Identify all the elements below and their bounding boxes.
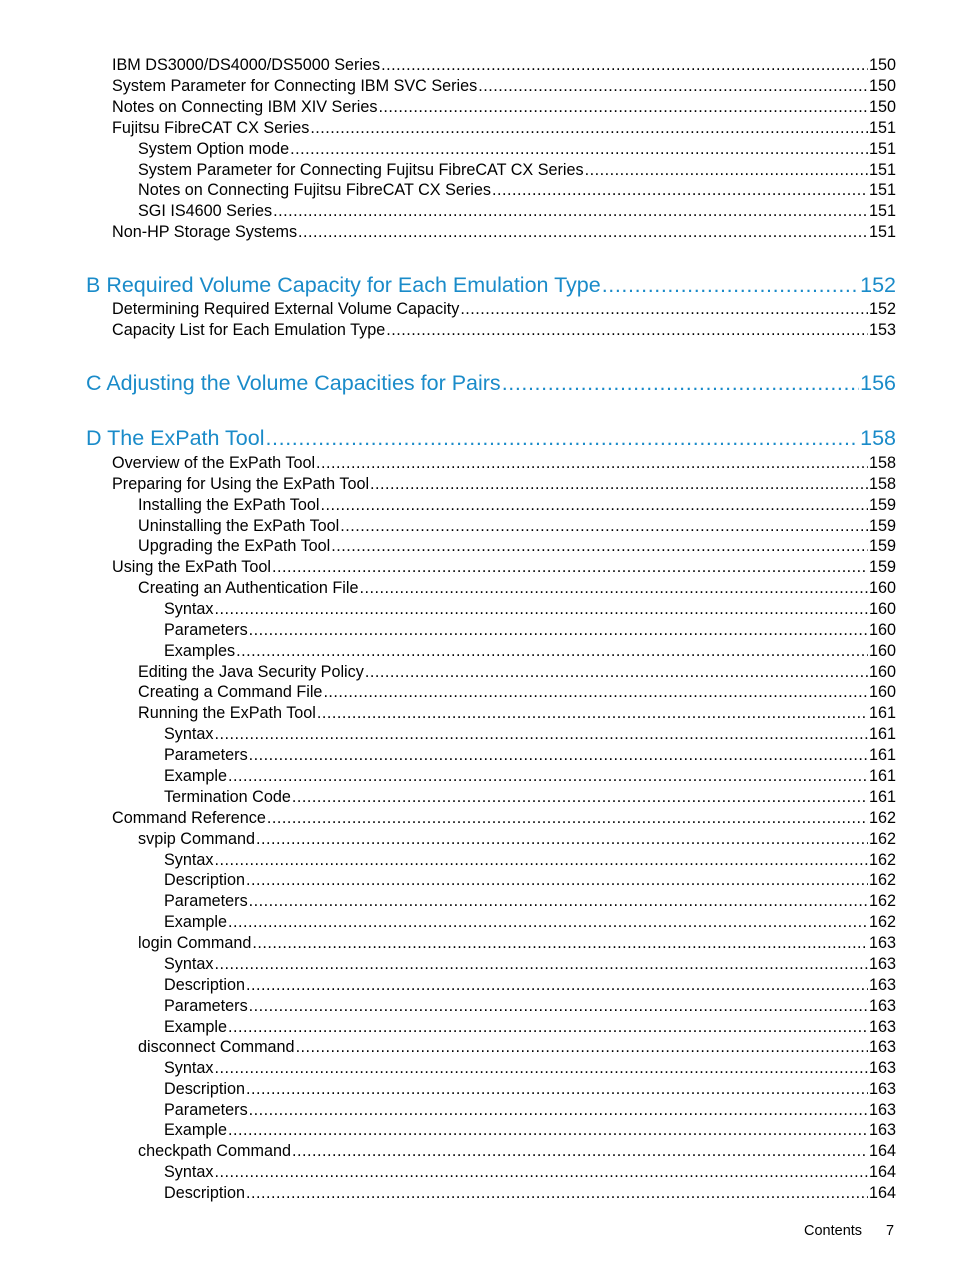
toc-entry[interactable] <box>164 1183 896 1204</box>
toc-dot-leader <box>215 724 868 745</box>
toc-dot-leader <box>359 578 868 599</box>
toc-entry-page: 159 <box>868 537 896 555</box>
toc-entry[interactable] <box>138 1037 896 1058</box>
toc-entry-title: Editing the Java Security Policy <box>138 663 364 681</box>
toc-entry-title: Determining Required External Volume Capacity <box>112 300 460 318</box>
toc-entry[interactable] <box>138 536 896 557</box>
toc-entry[interactable] <box>138 495 896 516</box>
toc-entry[interactable] <box>164 641 896 662</box>
toc-entry-page: 162 <box>868 913 896 931</box>
toc-dot-leader <box>246 975 868 996</box>
toc-dot-leader <box>290 139 868 160</box>
toc-entry[interactable] <box>112 299 896 320</box>
toc-entry[interactable] <box>112 557 896 578</box>
toc-entry[interactable] <box>138 139 896 160</box>
toc-entry-title: System Parameter for Connecting IBM SVC Series <box>112 77 478 95</box>
toc-entry[interactable] <box>112 55 896 76</box>
toc-dot-leader <box>249 891 868 912</box>
toc-entry-page: 160 <box>868 600 896 618</box>
toc-dot-leader <box>246 1079 868 1100</box>
toc-entry-page: 163 <box>868 1018 896 1036</box>
toc-entry[interactable] <box>138 829 896 850</box>
toc-dot-leader <box>292 787 868 808</box>
toc-entry-page: 162 <box>868 830 896 848</box>
toc-entry-title: SGI IS4600 Series <box>138 202 273 220</box>
toc-entry-page: 160 <box>868 642 896 660</box>
toc-entry[interactable] <box>138 662 896 683</box>
toc-entry-title: C Adjusting the Volume Capacities for Pairs <box>86 371 501 395</box>
toc-chapter-entry[interactable] <box>86 270 896 300</box>
toc-entry-title: Termination Code <box>164 788 291 806</box>
toc-dot-leader <box>272 557 868 578</box>
toc-dot-leader <box>215 954 868 975</box>
toc-entry-page: 158 <box>868 475 896 493</box>
toc-entry-title: Creating an Authentication File <box>138 579 359 597</box>
toc-entry-title: Example <box>164 1121 227 1139</box>
toc-entry-page: 163 <box>868 1059 896 1077</box>
toc-entry-title: disconnect Command <box>138 1038 295 1056</box>
toc-dot-leader <box>292 1141 868 1162</box>
toc-dot-leader <box>492 180 868 201</box>
toc-dot-leader <box>265 423 859 453</box>
toc-dot-leader <box>228 912 868 933</box>
toc-entry[interactable] <box>112 320 896 341</box>
toc-dot-leader <box>502 368 859 398</box>
toc-entry-page: 162 <box>868 871 896 889</box>
toc-dot-leader <box>267 808 868 829</box>
toc-dot-leader <box>386 320 868 341</box>
toc-entry-title: Installing the ExPath Tool <box>138 496 320 514</box>
toc-entry[interactable] <box>112 76 896 97</box>
toc-entry[interactable] <box>164 1079 896 1100</box>
toc-entry-page: 162 <box>868 809 896 827</box>
toc-entry-page: 160 <box>868 683 896 701</box>
toc-entry-title: Notes on Connecting Fujitsu FibreCAT CX Series <box>138 181 491 199</box>
toc-entry-title: Capacity List for Each Emulation Type <box>112 321 386 339</box>
toc-entry[interactable] <box>112 474 896 495</box>
toc-entry-title: login Command <box>138 934 252 952</box>
footer-page-number: 7 <box>886 1223 895 1239</box>
toc-entry-page: 156 <box>860 371 896 395</box>
toc-dot-leader <box>585 160 868 181</box>
toc-entry-page: 151 <box>868 181 896 199</box>
toc-entry-title: Non-HP Storage Systems <box>112 223 298 241</box>
toc-entry-title: B Required Volume Capacity for Each Emulation Type <box>86 273 601 297</box>
toc-dot-leader <box>478 76 868 97</box>
toc-entry-title: checkpath Command <box>138 1142 291 1160</box>
toc-entry[interactable] <box>164 996 896 1017</box>
toc-dot-leader <box>370 474 868 495</box>
toc-entry-title: Creating a Command File <box>138 683 323 701</box>
toc-entry-page: 150 <box>868 77 896 95</box>
toc-entry-page: 161 <box>868 788 896 806</box>
toc-entry-page: 159 <box>868 517 896 535</box>
toc-entry-title: Example <box>164 913 227 931</box>
toc-entry-page: 161 <box>868 767 896 785</box>
toc-entry[interactable] <box>138 201 896 222</box>
toc-entry-page: 158 <box>860 426 896 450</box>
toc-entry-page: 151 <box>868 161 896 179</box>
toc-entry-page: 162 <box>868 892 896 910</box>
toc-entry-title: Running the ExPath Tool <box>138 704 316 722</box>
toc-entry-title: Description <box>164 1184 245 1202</box>
toc-entry[interactable] <box>138 682 896 703</box>
footer-section-label: Contents <box>804 1223 863 1239</box>
toc-entry[interactable] <box>138 1141 896 1162</box>
toc-dot-leader <box>331 536 868 557</box>
toc-entry-title: Using the ExPath Tool <box>112 558 271 576</box>
toc-dot-leader <box>317 703 868 724</box>
toc-entry-title: Preparing for Using the ExPath Tool <box>112 475 370 493</box>
toc-dot-leader <box>298 222 868 243</box>
toc-entry[interactable] <box>164 766 896 787</box>
toc-dot-leader <box>310 118 868 139</box>
toc-dot-leader <box>228 1120 868 1141</box>
toc-dot-leader <box>249 1100 868 1121</box>
toc-dot-leader <box>320 495 868 516</box>
toc-entry-page: 164 <box>868 1184 896 1202</box>
toc-chapter-entry[interactable] <box>86 423 896 453</box>
toc-entry-title: Parameters <box>164 1101 248 1119</box>
toc-dot-leader <box>256 829 868 850</box>
toc-entry-title: Syntax <box>164 1163 214 1181</box>
toc-entry-page: 161 <box>868 725 896 743</box>
toc-entry[interactable] <box>164 1162 896 1183</box>
toc-entry-page: 153 <box>868 321 896 339</box>
toc-entry[interactable] <box>138 703 896 724</box>
toc-entry-page: 151 <box>868 202 896 220</box>
toc-entry-page: 152 <box>860 273 896 297</box>
toc-dot-leader <box>228 766 868 787</box>
toc-entry-title: Parameters <box>164 621 248 639</box>
toc-entry[interactable] <box>164 599 896 620</box>
toc-entry-page: 161 <box>868 746 896 764</box>
toc-entry-page: 163 <box>868 934 896 952</box>
toc-dot-leader <box>249 996 868 1017</box>
toc-entry-title: Parameters <box>164 892 248 910</box>
toc-dot-leader <box>365 662 868 683</box>
toc-entry-page: 158 <box>868 454 896 472</box>
toc-entry-page: 160 <box>868 621 896 639</box>
toc-dot-leader <box>602 270 859 300</box>
toc-dot-leader <box>323 682 868 703</box>
toc-entry-page: 161 <box>868 704 896 722</box>
toc-entry[interactable] <box>164 1100 896 1121</box>
toc-entry-title: Example <box>164 767 227 785</box>
toc-entry-page: 159 <box>868 496 896 514</box>
toc-entry-title: IBM DS3000/DS4000/DS5000 Series <box>112 56 381 74</box>
toc-dot-leader <box>236 641 868 662</box>
toc-entry-title: Syntax <box>164 600 214 618</box>
toc-entry[interactable] <box>164 954 896 975</box>
toc-entry-title: Parameters <box>164 746 248 764</box>
toc-entry-title: svpip Command <box>138 830 255 848</box>
toc-entry-page: 163 <box>868 1101 896 1119</box>
toc-dot-leader <box>215 599 868 620</box>
toc-dot-leader <box>246 1183 868 1204</box>
toc-chapter-entry[interactable] <box>86 368 896 398</box>
toc-entry-title: Uninstalling the ExPath Tool <box>138 517 340 535</box>
toc-entry[interactable] <box>164 620 896 641</box>
toc-entry[interactable] <box>138 933 896 954</box>
toc-entry-title: Parameters <box>164 997 248 1015</box>
toc-entry-title: Examples <box>164 642 236 660</box>
toc-entry-page: 164 <box>868 1142 896 1160</box>
toc-entry-title: Description <box>164 871 245 889</box>
toc-dot-leader <box>381 55 868 76</box>
toc-entry-title: System Parameter for Connecting Fujitsu FibreCAT CX Series <box>138 161 584 179</box>
toc-entry-title: System Option mode <box>138 140 290 158</box>
toc-entry-page: 162 <box>868 851 896 869</box>
toc-entry[interactable] <box>164 870 896 891</box>
toc-entry[interactable] <box>164 1058 896 1079</box>
toc-dot-leader <box>273 201 868 222</box>
toc-dot-leader <box>228 1017 868 1038</box>
toc-dot-leader <box>249 745 868 766</box>
toc-dot-leader <box>460 299 868 320</box>
toc-entry-page: 152 <box>868 300 896 318</box>
toc-entry[interactable] <box>138 578 896 599</box>
toc-entry[interactable] <box>138 160 896 181</box>
toc-dot-leader <box>296 1037 868 1058</box>
toc-dot-leader <box>249 620 868 641</box>
toc-entry[interactable] <box>164 891 896 912</box>
toc-entry[interactable] <box>164 850 896 871</box>
toc-entry-page: 163 <box>868 997 896 1015</box>
toc-entry-title: Upgrading the ExPath Tool <box>138 537 331 555</box>
toc-entry-title: Syntax <box>164 725 214 743</box>
toc-dot-leader <box>252 933 868 954</box>
toc-entry-page: 163 <box>868 976 896 994</box>
toc-entry[interactable] <box>112 808 896 829</box>
toc-dot-leader <box>215 1162 868 1183</box>
toc-dot-leader <box>316 453 868 474</box>
toc-entry[interactable] <box>112 222 896 243</box>
toc-entry[interactable] <box>112 118 896 139</box>
toc-dot-leader <box>215 850 868 871</box>
toc-entry-title: Fujitsu FibreCAT CX Series <box>112 119 310 137</box>
toc-entry-page: 151 <box>868 119 896 137</box>
toc-entry-title: Syntax <box>164 851 214 869</box>
toc-entry-page: 150 <box>868 56 896 74</box>
toc-dot-leader <box>340 516 868 537</box>
toc-entry[interactable] <box>164 1017 896 1038</box>
toc-dot-leader <box>246 870 868 891</box>
toc-entry-page: 164 <box>868 1163 896 1181</box>
toc-entry[interactable] <box>112 453 896 474</box>
toc-entry-page: 160 <box>868 579 896 597</box>
toc-entry-page: 163 <box>868 955 896 973</box>
toc-entry-page: 163 <box>868 1038 896 1056</box>
toc-entry-title: Command Reference <box>112 809 266 827</box>
toc-entry-title: Syntax <box>164 1059 214 1077</box>
toc-entry[interactable] <box>164 912 896 933</box>
toc-entry-page: 150 <box>868 98 896 116</box>
toc-entry[interactable] <box>138 180 896 201</box>
toc-entry-page: 163 <box>868 1080 896 1098</box>
toc-entry[interactable] <box>164 787 896 808</box>
toc-entry-title: Overview of the ExPath Tool <box>112 454 316 472</box>
toc-entry[interactable] <box>164 724 896 745</box>
toc-entry-page: 151 <box>868 140 896 158</box>
toc-entry[interactable] <box>164 745 896 766</box>
toc-entry-title: D The ExPath Tool <box>86 426 265 450</box>
toc-entry-page: 160 <box>868 663 896 681</box>
toc-entry-title: Description <box>164 976 245 994</box>
toc-entry[interactable] <box>164 975 896 996</box>
toc-entry[interactable] <box>138 516 896 537</box>
toc-entry-page: 159 <box>868 558 896 576</box>
toc-entry-title: Syntax <box>164 955 214 973</box>
toc-entry-page: 151 <box>868 223 896 241</box>
toc-entry-title: Notes on Connecting IBM XIV Series <box>112 98 378 116</box>
toc-dot-leader <box>378 97 868 118</box>
toc-entry-page: 163 <box>868 1121 896 1139</box>
toc-dot-leader <box>215 1058 868 1079</box>
toc-entry[interactable] <box>112 97 896 118</box>
toc-entry-title: Description <box>164 1080 245 1098</box>
toc-entry[interactable] <box>164 1120 896 1141</box>
toc-entry-title: Example <box>164 1018 227 1036</box>
